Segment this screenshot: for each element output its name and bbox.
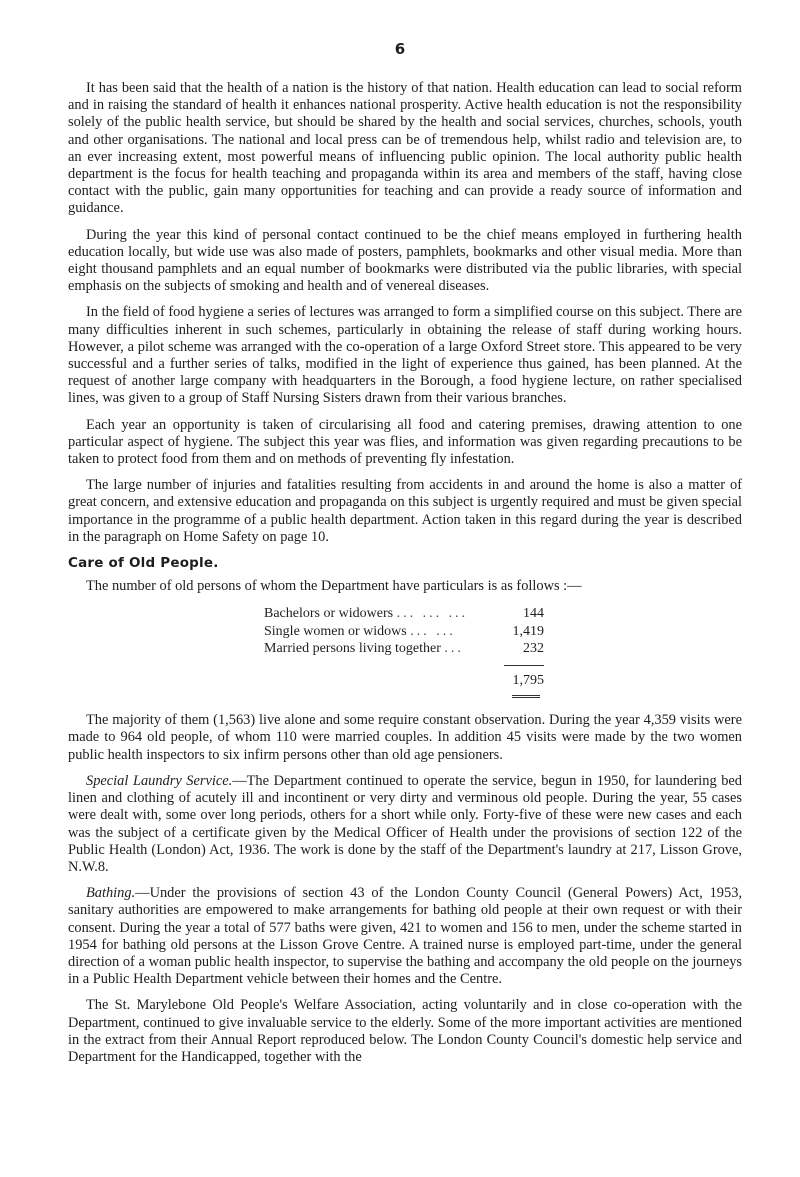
row-label: Bachelors or widowers <box>264 606 394 622</box>
paragraph-circularising: Each year an opportunity is taken of circularising all food and catering premises, drawing attention to one particular aspect of hygiene. The subject this year was flies, and information was given regarding precautions to be taken to protect food from them and on methods of preventing fly infestation. <box>68 416 742 468</box>
row-leader-dots: ... ... ... <box>396 606 469 622</box>
laundry-text: —The Department continued to operate the service, begun in 1950, for laundering bed linen and clothing of acutely ill and incontinent or very dirty and verminous old people. During the year, 55 cases were dealt with, some over long periods, others for a short while only. Forty-five of these were new cases and each was the subject of a certificate given by the Medical Officer of Health under the provisions of section 122 of the Public Health (London) Act, 1936. The work is done by the staff of the Department's laundry at 217, Lisson Grove, N.W.8. <box>68 772 742 875</box>
section-heading: Care of Old People. <box>68 555 219 572</box>
paragraph-home-accidents: The large number of injuries and fatalities resulting from accidents in and around the home is also a matter of great concern, and extensive education and propaganda on this subject is urgently required and must be given special importance in the programme of a public health department. Action taken in this regard during the year is described in the paragraph on Home Safety on page 10. <box>68 477 742 545</box>
row-label: Single women or widows <box>264 623 407 639</box>
total-double-rule <box>512 695 540 698</box>
paragraph-intro: The number of old persons of whom the Department have particulars is as follows :— <box>86 578 582 595</box>
table-row <box>264 640 742 658</box>
old-persons-table <box>264 605 742 698</box>
paragraph-personal-contact: During the year this kind of personal contact continued to be the chief means employed in furthering health education locally, but wide use was also made of posters, pamphlets, bookmarks and other visual media. More than eight thousand pamphlets and an equal number of bookmarks were distributed via the public libraries, with special emphasis on the subjects of smoking and health and of venereal diseases. <box>68 226 742 295</box>
row-leader-dots: ... <box>444 641 464 657</box>
table-row <box>264 623 742 641</box>
table-total-row <box>264 672 742 690</box>
row-leader-dots: ... ... <box>410 623 456 639</box>
paragraph-welfare: The St. Marylebone Old People's Welfare Association, acting voluntarily and in close co-operation with the Department, continued to give invaluable service to the elderly. Some of the more important activities are mentioned in the extract from their Annual Report reproduced below. The London County Council's domestic help service and Department for the Handicapped, together with the <box>68 997 742 1065</box>
paragraph-laundry <box>68 773 742 876</box>
paragraph-bathing <box>68 885 742 988</box>
laundry-title: Special Laundry Service. <box>86 772 233 789</box>
row-value: 144 <box>523 606 544 622</box>
row-value: 1,419 <box>512 623 544 639</box>
table-row <box>264 605 742 623</box>
page-content <box>68 80 742 1075</box>
total-rule <box>504 665 544 666</box>
bathing-text: —Under the provisions of section 43 of the London County Council (General Powers) Act, 1953, sanitary authorities are empowered to make arrangements for bathing old people at their own request or with their consent. During the year a total of 577 baths were given, 421 to women and 156 to men, under the scheme started in 1954 for bathing old persons at the Lisson Grove Centre. A trained nurse is employed part-time, under the general direction of a woman public health inspector, to supervise the bathing and accompany the old people on the journeys in a Public Health Department vehicle between their homes and the Centre. <box>68 885 742 988</box>
paragraph-food-hygiene: In the field of food hygiene a series of lectures was arranged to form a simplified course on this subject. There are many difficulties inherent in such schemes, particularly in obtaining the release of staff during working hours. However, a pilot scheme was arranged with the co-operation of a large Oxford Street store. This appeared to be very successful and a further series of talks, modified in the light of experience thus gained, has been planned. At the request of another large company with headquarters in the Borough, a food hygiene lecture, on rather specialised lines, was given to a group of Staff Nursing Sisters drawn from their various branches. <box>68 304 742 407</box>
paragraph-majority: The majority of them (1,563) live alone and some require constant observation. During the year 4,359 visits were made to 964 old people, of whom 110 were married couples. In addition 45 visits were made by the two women public health inspectors to six infirm persons other than old age pensioners. <box>68 712 742 763</box>
page-number: 6 <box>394 40 406 58</box>
total-value: 1,795 <box>512 672 544 688</box>
row-value: 232 <box>523 641 544 657</box>
row-label: Married persons living together <box>264 641 441 657</box>
paragraph-health-education: It has been said that the health of a nation is the history of that nation. Health education can lead to social reform and in raising the standard of health it enhances national prosperity. Active health education is not the responsibility solely of the public health service, but should be shared by the health and social services, churches, schools, youth and other organisations. The national and local press can be of tremendous help, whilst radio and television are, to an ever increasing extent, most powerful means of influencing public opinion. The local authority public health department is the focus for health teaching and propaganda within its area and members of the staff, having close contact with the public, gain many opportunities for teaching and can provide a ready source of information and guidance. <box>68 80 742 217</box>
bathing-title: Bathing. <box>86 885 136 902</box>
